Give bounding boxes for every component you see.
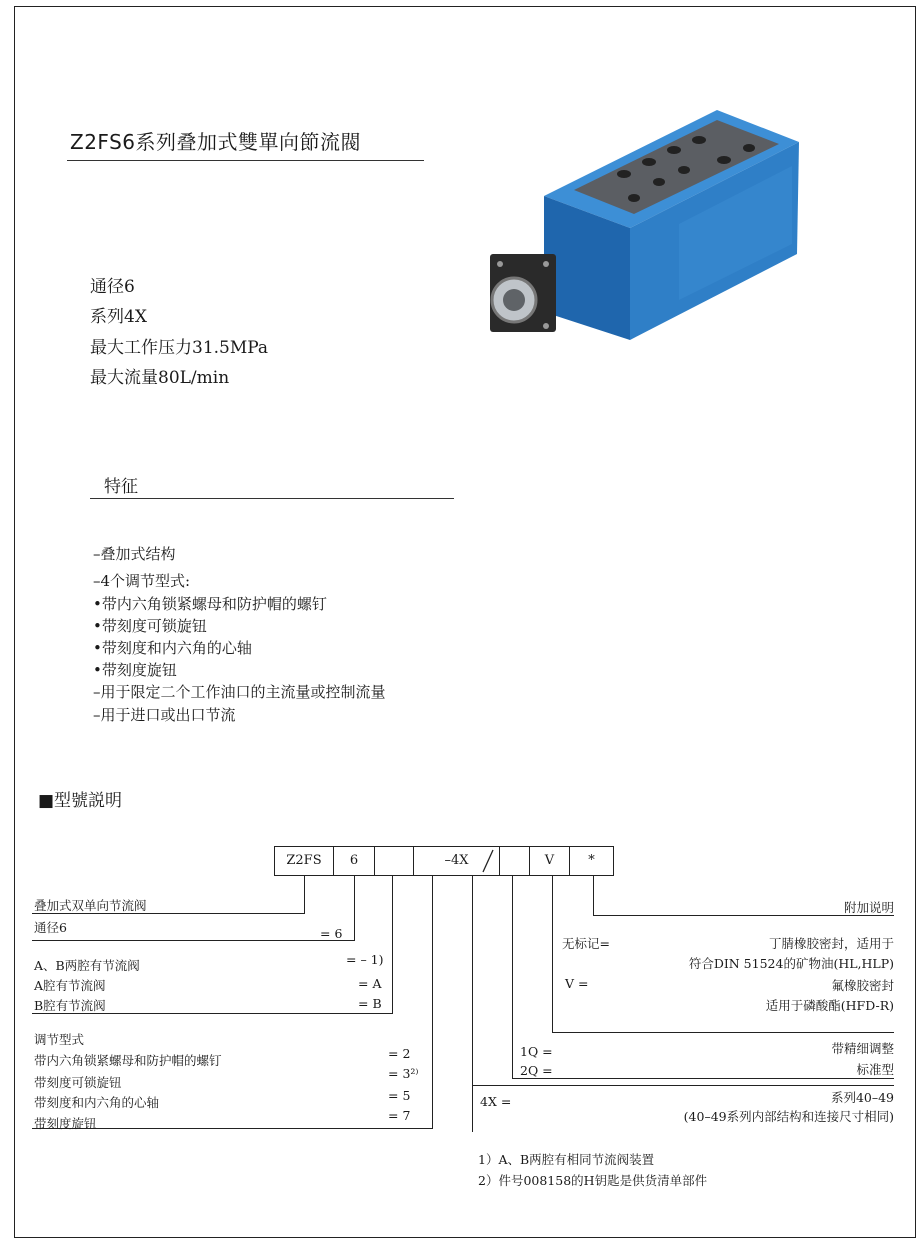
- desc-series-note: (40–49系列内部结构和连接尺寸相同): [683, 1109, 894, 1124]
- value-b-only: = B: [358, 996, 382, 1011]
- code-box-z2fs: Z2FS: [274, 846, 334, 876]
- leader-line: [472, 1085, 894, 1086]
- value-a-only: = A: [358, 976, 382, 991]
- key-no-mark: 无标记=: [562, 936, 610, 951]
- label-b-only: B腔有节流阀: [34, 998, 106, 1013]
- leader-line: [512, 1078, 894, 1079]
- feature-item: •带刻度可锁旋钮: [93, 617, 207, 635]
- label-adj-1: 带内六角锁紧螺母和防护帽的螺钉: [34, 1053, 222, 1068]
- desc-series: 系列40–49: [830, 1090, 894, 1105]
- spec-flow: 最大流量80L/min: [90, 368, 230, 388]
- value-adj-3: = 5: [388, 1088, 411, 1103]
- features-underline: [90, 498, 454, 499]
- value-size: = 6: [320, 926, 343, 941]
- slash-mark: [478, 848, 498, 874]
- spec-series: 系列4X: [90, 307, 147, 327]
- feature-item: •带内六角锁紧螺母和防护帽的螺钉: [93, 595, 327, 613]
- desc-fkm-2: 适用于磷酸酯(HFD-R): [765, 998, 894, 1013]
- label-adj-3: 带刻度和内六角的心轴: [34, 1095, 160, 1110]
- feature-item: •带刻度旋钮: [93, 661, 177, 679]
- feature-item: –4个调节型式:: [93, 572, 191, 590]
- features-heading: 特征: [104, 477, 138, 497]
- footnote-1: 1）A、B两腔有相同节流阀装置: [478, 1152, 655, 1167]
- leader-line: [392, 876, 393, 1013]
- label-adj-2: 带刻度可锁旋钮: [34, 1075, 122, 1090]
- leader-line: [354, 876, 355, 940]
- page-title: Z2FS6系列叠加式雙單向節流閥: [70, 130, 361, 154]
- code-box-size: 6: [334, 846, 375, 876]
- spec-pressure: 最大工作压力31.5MPa: [90, 338, 269, 358]
- leader-line: [32, 940, 355, 941]
- value-adj-2: = 3²⁾: [388, 1066, 419, 1081]
- code-box-ab: [375, 846, 414, 876]
- label-a-only: A腔有节流阀: [34, 978, 106, 993]
- feature-item: •带刻度和内六角的心轴: [93, 639, 252, 657]
- code-box-series: –4X: [414, 846, 500, 876]
- spec-size: 通径6: [90, 277, 135, 297]
- leader-line: [472, 876, 473, 1132]
- value-adj-4: = 7: [388, 1108, 411, 1123]
- valve-photo: [474, 104, 808, 362]
- value-adj-1: = 2: [388, 1046, 411, 1061]
- code-box-seal: V: [530, 846, 570, 876]
- title-underline: [67, 160, 424, 161]
- label-size: 通径6: [34, 920, 67, 935]
- desc-2q: 标准型: [856, 1062, 894, 1077]
- desc-nbr-2: 符合DIN 51524的矿物油(HL,HLP): [688, 956, 894, 971]
- label-type: 叠加式双单向节流阀: [34, 898, 147, 913]
- leader-line: [593, 876, 594, 916]
- leader-line: [304, 876, 305, 913]
- code-box-q: [500, 846, 530, 876]
- key-2q: 2Q =: [520, 1063, 553, 1078]
- feature-item: –用于进口或出口节流: [93, 706, 236, 724]
- key-4x: 4X =: [480, 1094, 512, 1109]
- label-adj-heading: 调节型式: [34, 1032, 85, 1047]
- desc-fkm-1: 氟橡胶密封: [831, 978, 894, 993]
- value-ab-both: = – 1): [346, 952, 384, 967]
- leader-line: [512, 876, 513, 1078]
- key-1q: 1Q =: [520, 1044, 553, 1059]
- desc-1q: 带精细调整: [831, 1041, 894, 1056]
- leader-line: [432, 876, 433, 1128]
- model-heading: ■型號説明: [38, 791, 123, 811]
- leader-line: [552, 1032, 894, 1033]
- feature-item: –叠加式结构: [93, 545, 176, 563]
- footnote-2: 2）件号008158的H钥匙是供货清单部件: [478, 1173, 708, 1188]
- label-extra: 附加说明: [843, 900, 894, 915]
- label-adj-4: 带刻度旋钮: [34, 1116, 97, 1131]
- desc-nbr-1: 丁腈橡胶密封，适用于: [768, 936, 894, 951]
- feature-item: –用于限定二个工作油口的主流量或控制流量: [93, 683, 386, 701]
- leader-line: [552, 876, 553, 1032]
- key-v: V =: [565, 976, 589, 991]
- code-box-extra: *: [570, 846, 614, 876]
- label-ab-both: A、B两腔有节流阀: [34, 958, 140, 973]
